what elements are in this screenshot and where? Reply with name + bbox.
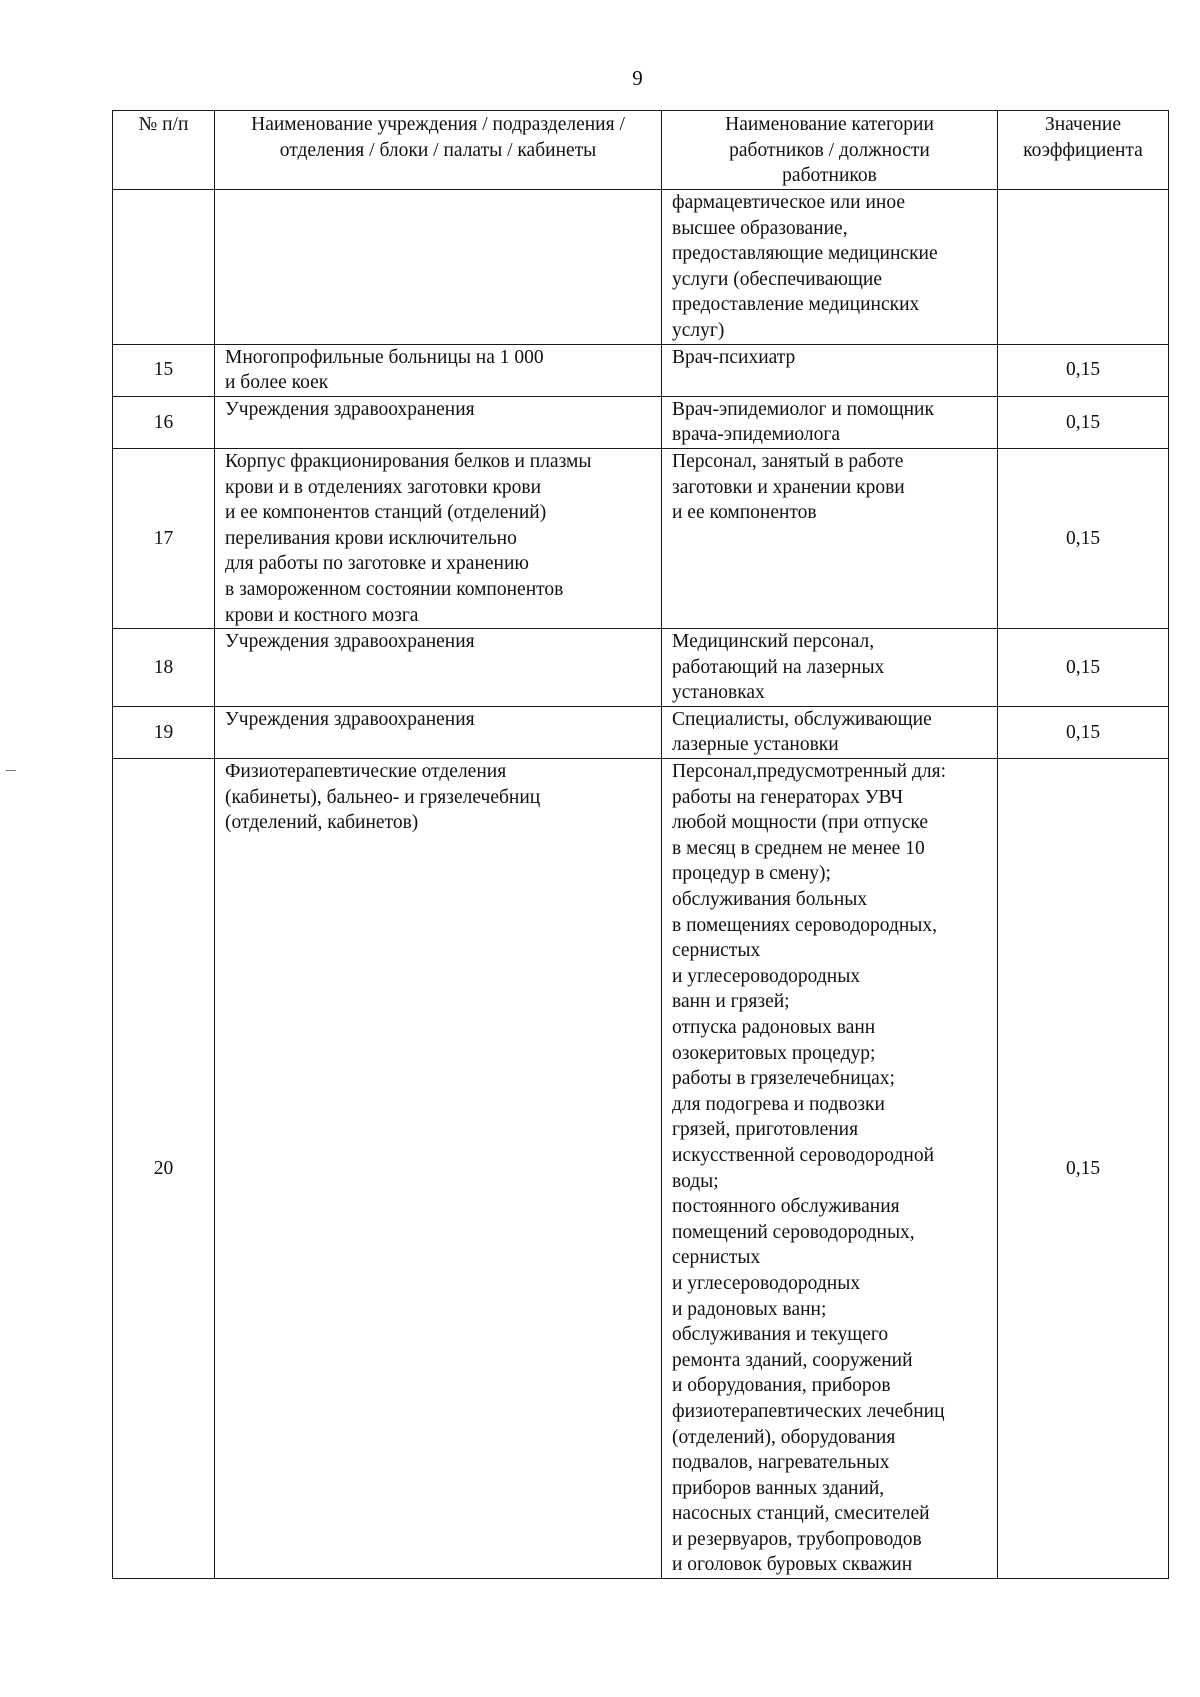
institution-text: Физиотерапевтические отделения (кабинеты), бальнео- и грязелечебниц (отделений, кабинетов)	[225, 761, 541, 834]
cell-num: 15	[113, 344, 215, 396]
header-category: Наименование категории работников / должности работников	[662, 111, 998, 190]
cell-institution	[215, 629, 662, 707]
category-text: Врач-психиатр	[672, 346, 796, 368]
table-row	[113, 629, 1169, 707]
institution-text: Корпус фракционирования белков и плазмы крови и в отделениях заготовки крови и ее компонентов станций (отделений) переливания крови исключительно для работы по заготовке и хранению в замороженном состоянии компонентов крови и костного мозга	[225, 450, 592, 626]
cell-coefficient: 0,15	[998, 706, 1169, 758]
cell-coefficient: 0,15	[998, 759, 1169, 1579]
cell-num: 19	[113, 706, 215, 758]
cell-coefficient: 0,15	[998, 344, 1169, 396]
cell-coefficient: 0,15	[998, 629, 1169, 707]
cell-category	[662, 629, 998, 707]
cell-institution	[215, 396, 662, 448]
cell-num: 18	[113, 629, 215, 707]
cell-coefficient: 0,15	[998, 396, 1169, 448]
cell-num: 17	[113, 448, 215, 628]
cell-category	[662, 396, 998, 448]
category-text: фармацевтическое или иное высшее образование, предоставляющие медицинские услуги (обеспечивающие предоставление медицинских услуг)	[672, 192, 938, 341]
category-text: Специалисты, обслуживающие лазерные установки	[672, 708, 932, 756]
cell-institution	[215, 706, 662, 758]
category-text: Персонал,предусмотренный для: работы на генераторах УВЧ любой мощности (при отпуске в месяц в среднем не менее 10 процедур в смену); обслуживания больных в помещениях сероводородных, сернистых и углесероводородных ванн и грязей; отпуска радоновых ванн озокеритовых процедур; работы в грязелечебницах; для подогрева и подвозки грязей, приготовления искусственной сероводородной воды; постоянного обслуживания помещений сероводородных, сернистых и углесероводородных и радоновых ванн; обслуживания и текущего ремонта зданий, сооружений и оборудования, приборов физиотерапевтических лечебниц (отделений), оборудования подвалов, нагревательных приборов ванных зданий, насосных станций, смесителей и резервуаров, трубопроводов и оголовок буровых скважин	[672, 761, 946, 1576]
category-text: Медицинский персонал, работающий на лазерных установках	[672, 631, 885, 704]
cell-num	[113, 190, 215, 345]
coefficients-table	[112, 110, 1169, 1579]
cell-category	[662, 448, 998, 628]
table-row	[113, 706, 1169, 758]
cell-category	[662, 344, 998, 396]
header-institution: Наименование учреждения / подразделения / отделения / блоки / палаты / кабинеты	[215, 111, 662, 190]
institution-text: Учреждения здравоохранения	[225, 398, 475, 420]
cell-institution	[215, 190, 662, 345]
page-number: 9	[632, 66, 643, 90]
header-coefficient: Значение коэффициента	[998, 111, 1169, 190]
cell-category	[662, 759, 998, 1579]
institution-text: Учреждения здравоохранения	[225, 631, 475, 653]
table-row	[113, 344, 1169, 396]
cell-institution	[215, 344, 662, 396]
institution-text: Учреждения здравоохранения	[225, 708, 475, 730]
cell-institution	[215, 759, 662, 1579]
category-text: Персонал, занятый в работе заготовки и хранении крови и ее компонентов	[672, 450, 905, 524]
cell-coefficient	[998, 190, 1169, 345]
table-row	[113, 448, 1169, 628]
cell-category	[662, 706, 998, 758]
margin-mark	[6, 770, 16, 771]
table-row	[113, 759, 1169, 1579]
cell-num: 20	[113, 759, 215, 1579]
category-text: Врач-эпидемиолог и помощник врача-эпидемиолога	[672, 398, 934, 446]
table-row-continuation	[113, 190, 1169, 345]
cell-institution	[215, 448, 662, 628]
cell-num: 16	[113, 396, 215, 448]
table-row	[113, 396, 1169, 448]
cell-coefficient: 0,15	[998, 448, 1169, 628]
cell-category	[662, 190, 998, 345]
header-num: № п/п	[113, 111, 215, 190]
table-header-row	[113, 111, 1169, 190]
institution-text: Многопрофильные больницы на 1 000 и более коек	[225, 346, 544, 394]
